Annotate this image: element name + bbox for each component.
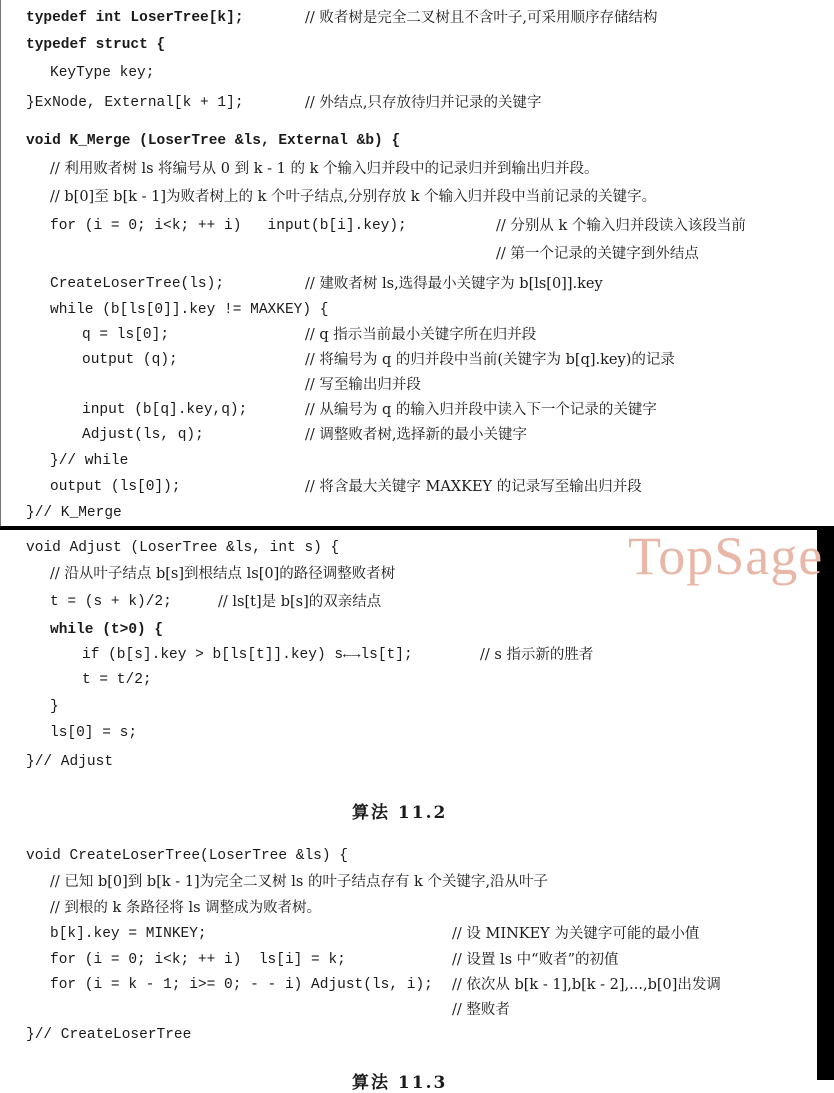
- code-comment: // 沿从叶子结点 b[s]到根结点 ls[0]的路径调整败者树: [50, 566, 396, 582]
- code-comment: // q 指示当前最小关键字所在归并段: [305, 327, 537, 343]
- code-line: }// CreateLoserTree: [26, 1027, 192, 1043]
- code-line: while (b[ls[0]].key != MAXKEY) {: [50, 302, 329, 318]
- code-line: output (q);: [82, 352, 178, 368]
- code-line: void Adjust (LoserTree &ls, int s) {: [26, 540, 340, 556]
- code-line: for (i = k - 1; i>= 0; - - i) Adjust(ls, i);: [50, 977, 433, 993]
- code-line: KeyType key;: [50, 65, 155, 81]
- code-line: t = t/2;: [82, 672, 152, 688]
- code-line: if (b[s].key > b[ls[t]].key) s←→ls[t];: [82, 647, 413, 663]
- code-comment: // 分别从 k 个输入归并段读入该段当前: [496, 218, 746, 234]
- code-comment: // 已知 b[0]到 b[k - 1]为完全二叉树 ls 的叶子结点存有 k 个关键字,沿从叶子: [50, 874, 549, 890]
- code-comment: // 整败者: [452, 1002, 510, 1018]
- code-line: }// while: [50, 453, 129, 469]
- code-line: CreateLoserTree(ls);: [50, 276, 225, 292]
- code-line: void K_Merge (LoserTree &ls, External &b) {: [26, 133, 401, 149]
- code-panel-k-merge: [0, 0, 834, 526]
- algorithm-caption: 算法 11.2: [352, 803, 448, 823]
- code-comment: // 设 MINKEY 为关键字可能的最小值: [452, 926, 700, 942]
- code-comment: // 外结点,只存放待归并记录的关键字: [305, 95, 542, 111]
- code-line: output (ls[0]);: [50, 479, 181, 495]
- code-comment: // 依次从 b[k - 1],b[k - 2],...,b[0]出发调: [452, 977, 721, 993]
- code-comment: // s 指示新的胜者: [480, 647, 594, 663]
- code-comment: // b[0]至 b[k - 1]为败者树上的 k 个叶子结点,分别存放 k 个输入归并段中当前记录的关键字。: [50, 189, 657, 205]
- code-line: }ExNode, External[k + 1];: [26, 95, 244, 111]
- code-comment: // ls[t]是 b[s]的双亲结点: [218, 594, 382, 610]
- code-line: input (b[q].key,q);: [82, 402, 248, 418]
- code-comment: // 到根的 k 条路径将 ls 调整成为败者树。: [50, 900, 322, 916]
- code-line: }: [50, 699, 59, 715]
- code-comment: // 利用败者树 ls 将编号从 0 到 k - 1 的 k 个输入归并段中的记录归并到输出归并段。: [50, 161, 599, 177]
- panel-border: [0, 0, 1, 526]
- code-line: }// Adjust: [26, 754, 114, 770]
- code-comment: // 将编号为 q 的归并段中当前(关键字为 b[q].key)的记录: [305, 352, 675, 368]
- code-line: for (i = 0; i<k; ++ i) ls[i] = k;: [50, 952, 346, 968]
- code-line: while (t>0) {: [50, 622, 164, 638]
- algorithm-caption: 算法 11.3: [352, 1073, 448, 1093]
- code-comment: // 败者树是完全二叉树且不含叶子,可采用顺序存储结构: [305, 10, 658, 26]
- code-line: b[k].key = MINKEY;: [50, 926, 207, 942]
- code-comment: // 将含最大关键字 MAXKEY 的记录写至输出归并段: [305, 479, 642, 495]
- code-comment: // 写至输出归并段: [305, 377, 421, 393]
- code-line: }// K_Merge: [26, 505, 122, 521]
- code-comment: // 建败者树 ls,选得最小关键字为 b[ls[0]].key: [305, 276, 603, 292]
- code-line: typedef int LoserTree[k];: [26, 10, 244, 26]
- code-line: t = (s + k)/2;: [50, 594, 172, 610]
- scan-edge-bar: [817, 530, 834, 1080]
- code-line: typedef struct {: [26, 37, 166, 53]
- code-comment: // 第一个记录的关键字到外结点: [496, 246, 699, 262]
- code-comment: // 设置 ls 中“败者”的初值: [452, 952, 619, 968]
- code-line: Adjust(ls, q);: [82, 427, 204, 443]
- code-line: q = ls[0];: [82, 327, 170, 343]
- code-comment: // 从编号为 q 的输入归并段中读入下一个记录的关键字: [305, 402, 657, 418]
- code-line: void CreateLoserTree(LoserTree &ls) {: [26, 848, 348, 864]
- code-line: ls[0] = s;: [50, 725, 138, 741]
- code-panel-adjust: [0, 526, 824, 1093]
- code-line: for (i = 0; i<k; ++ i) input(b[i].key);: [50, 218, 407, 234]
- code-comment: // 调整败者树,选择新的最小关键字: [305, 427, 527, 443]
- watermark-logo: TopSage: [628, 526, 824, 586]
